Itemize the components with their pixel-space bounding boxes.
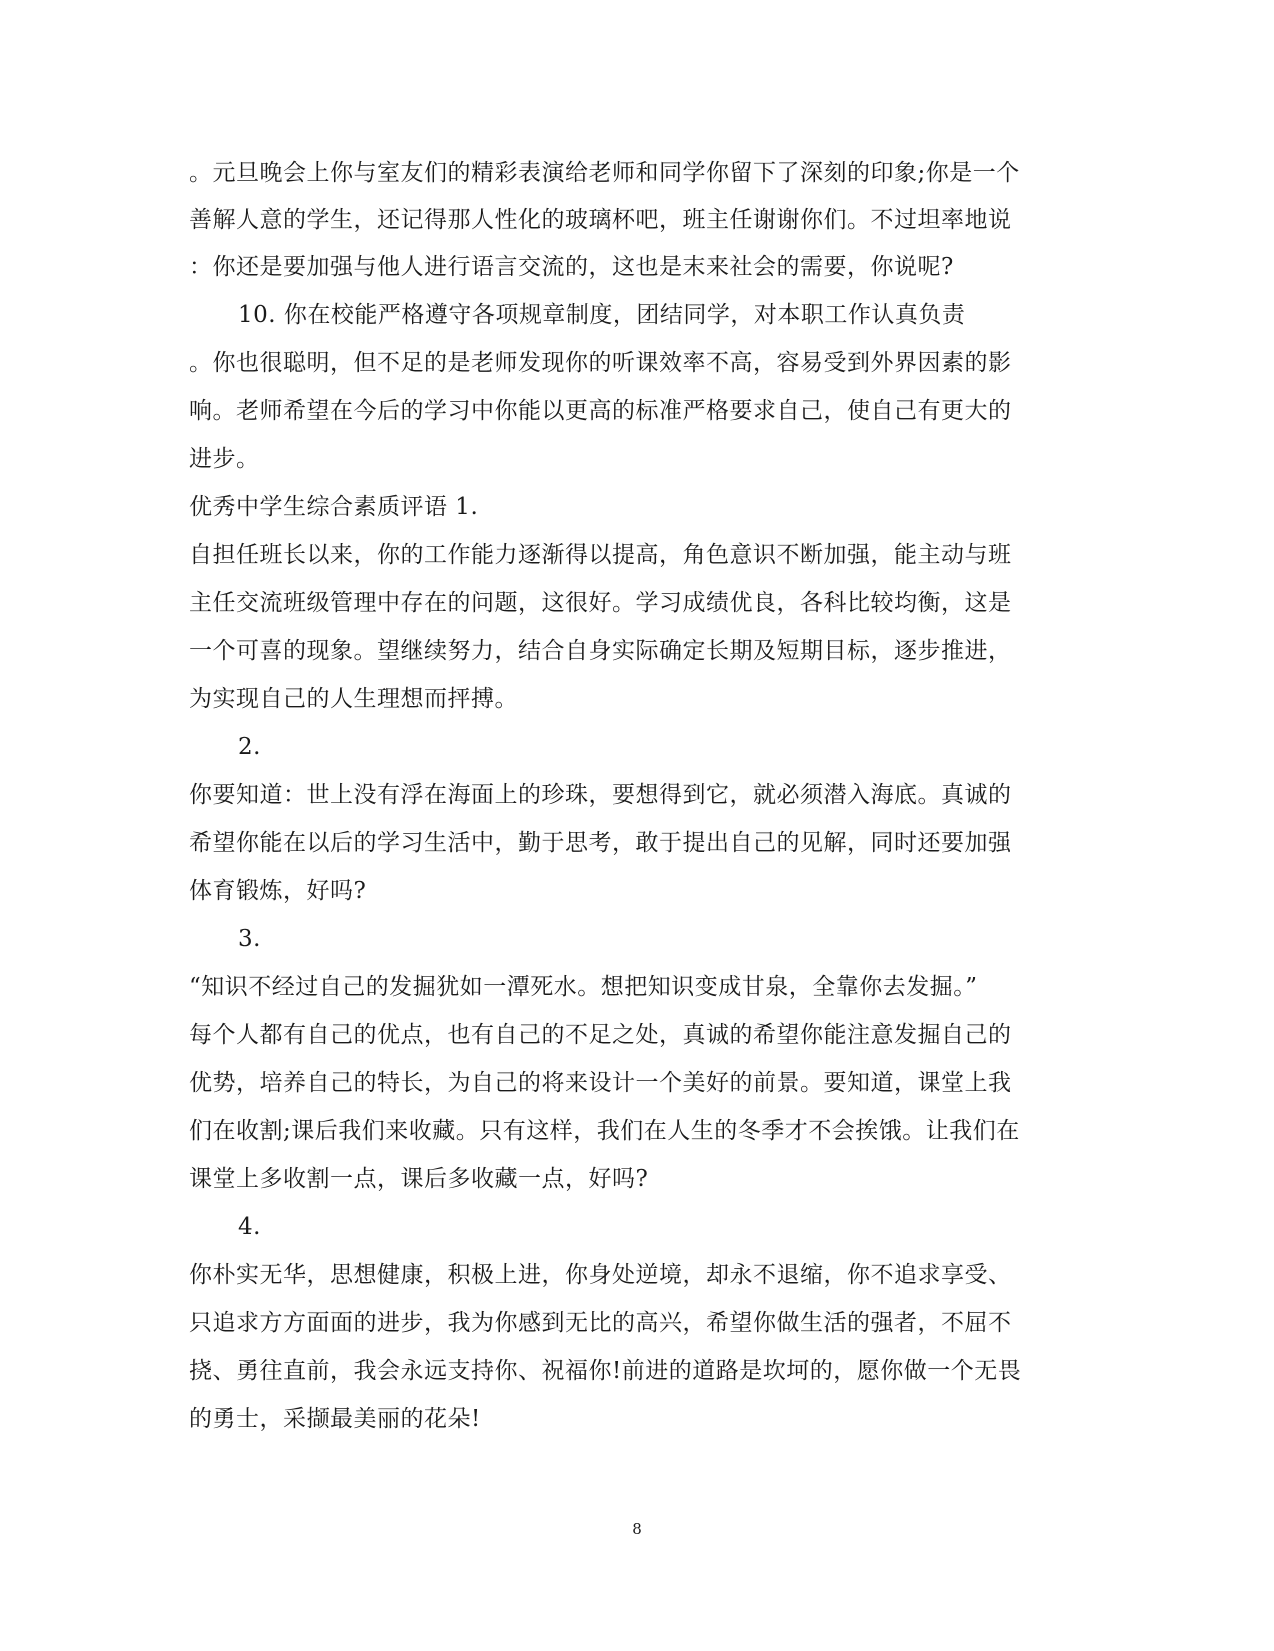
text-line: 响。老师希望在今后的学习中你能以更高的标准严格要求自己，使自己有更大的 xyxy=(189,398,1012,424)
text-line: 课堂上多收割一点，课后多收藏一点，好吗? xyxy=(189,1166,649,1192)
text-line: 进步。 xyxy=(189,446,260,472)
text-line: 一个可喜的现象。望继续努力，结合自身实际确定长期及短期目标，逐步推进， xyxy=(189,638,1012,664)
text-line: 希望你能在以后的学习生活中，勤于思考，敢于提出自己的见解，同时还要加强 xyxy=(189,830,1012,856)
text-line: 体育锻炼，好吗? xyxy=(189,878,367,904)
text-line: 为实现自己的人生理想而抨搏。 xyxy=(189,686,518,712)
item-number: 3. xyxy=(238,926,261,952)
text-line: 优势，培养自己的特长，为自己的将来设计一个美好的前景。要知道，课堂上我 xyxy=(189,1070,1012,1096)
text-line: 。你也很聪明，但不足的是老师发现你的听课效率不高，容易受到外界因素的影 xyxy=(189,350,1012,376)
text-line: 。元旦晚会上你与室友们的精彩表演给老师和同学你留下了深刻的印象;你是一个 xyxy=(189,160,1020,186)
text-line: 挠、勇往直前，我会永远支持你、祝福你!前进的道路是坎坷的，愿你做一个无畏 xyxy=(189,1358,1022,1384)
text-line: 们在收割;课后我们来收藏。只有这样，我们在人生的冬季才不会挨饿。让我们在 xyxy=(189,1118,1020,1144)
item-number: 2. xyxy=(238,734,261,760)
text-line: 你要知道：世上没有浮在海面上的珍珠，要想得到它，就必须潜入海底。真诚的 xyxy=(189,782,1012,808)
text-line: 只追求方方面面的进步，我为你感到无比的高兴，希望你做生活的强者，不屈不 xyxy=(189,1310,1012,1336)
text-line: 善解人意的学生，还记得那人性化的玻璃杯吧，班主任谢谢你们。不过坦率地说 xyxy=(189,207,1012,233)
text-line: 的勇士，采撷最美丽的花朵! xyxy=(189,1406,481,1432)
item-number: 4. xyxy=(238,1214,261,1240)
text-line: “知识不经过自己的发掘犹如一潭死水。想把知识变成甘泉，全靠你去发掘。” xyxy=(189,974,978,1000)
text-line: 每个人都有自己的优点，也有自己的不足之处，真诚的希望你能注意发掘自己的 xyxy=(189,1022,1012,1048)
text-line: 自担任班长以来，你的工作能力逐渐得以提高，角色意识不断加强，能主动与班 xyxy=(189,542,1012,568)
text-line: 10. 你在校能严格遵守各项规章制度，团结同学，对本职工作认真负责 xyxy=(238,302,966,328)
text-line: 你朴实无华，思想健康，积极上进，你身处逆境，却永不退缩，你不追求享受、 xyxy=(189,1262,1012,1288)
text-line: ：你还是要加强与他人进行语言交流的，这也是末来社会的需要，你说呢? xyxy=(189,254,954,280)
page-number: 8 xyxy=(632,1520,642,1538)
text-line: 主任交流班级管理中存在的问题，这很好。学习成绩优良，各科比较均衡，这是 xyxy=(189,590,1012,616)
section-heading: 优秀中学生综合素质评语 1. xyxy=(189,494,479,520)
